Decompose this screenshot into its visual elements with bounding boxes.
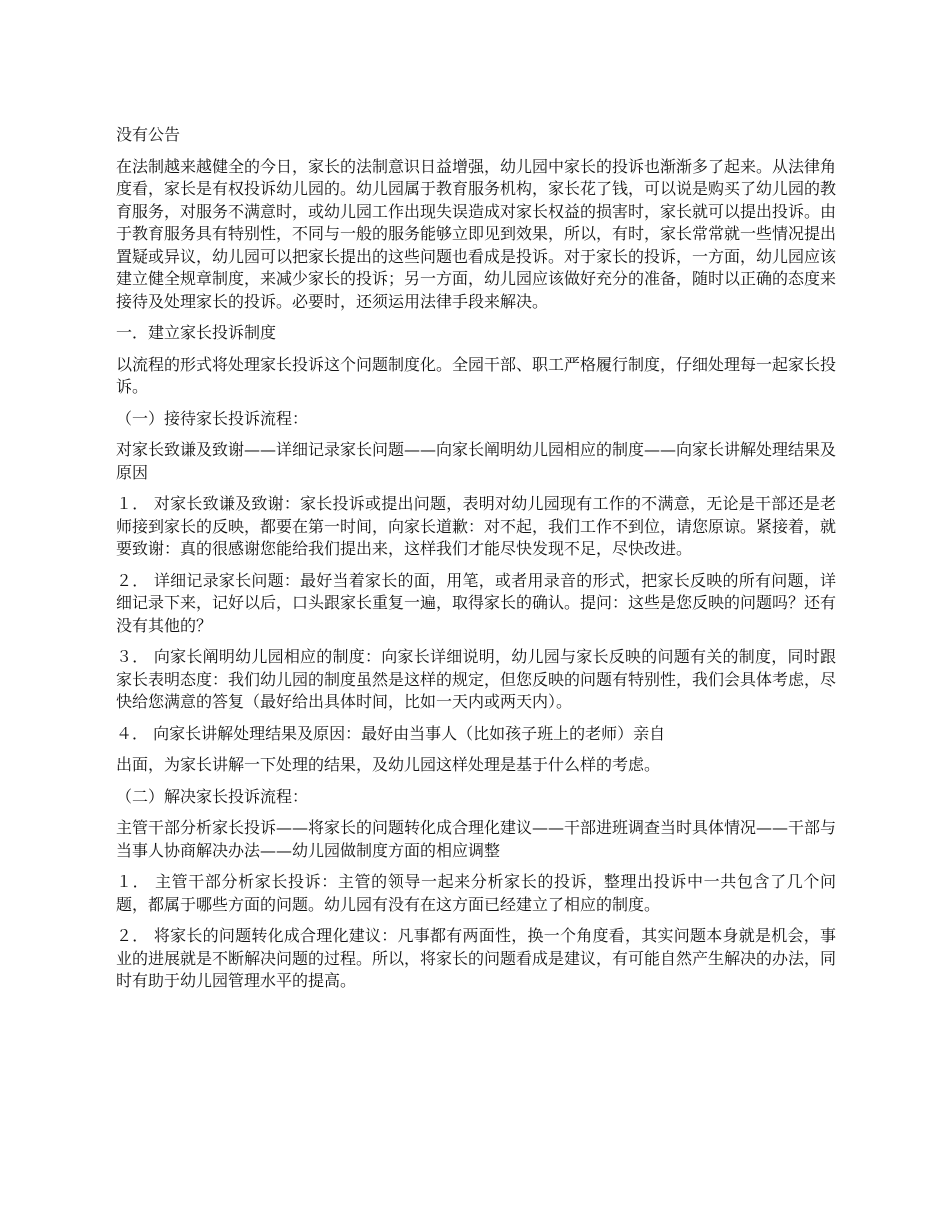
list-item: ２． 详细记录家长问题：最好当着家长的面，用笔，或者用录音的形式，把家长反映的所有问题，详细记录下来，记好以后，口头跟家长重复一遍，取得家长的确认。提问：这些是您反映的问题吗？还有没有其他的？ <box>116 570 837 635</box>
section-heading: 一．建立家长投诉制度 <box>116 323 277 342</box>
flow-paragraph: 对家长致谦及致谢——详细记录家长问题——向家长阐明幼儿园相应的制度——向家长讲解处理结果及原因 <box>116 440 837 482</box>
section-body: 以流程的形式将处理家长投诉这个问题制度化。全园干部、职工严格履行制度，仔细处理每一起家长投诉。 <box>116 354 837 396</box>
list-item: ２． 将家长的问题转化成合理化建议：凡事都有两面性，换一个角度看，其实问题本身就是机会，事业的进展就是不断解决问题的过程。所以，将家长的问题看成是建议，有可能自然产生解决的办法，同时有助于幼儿园管理水平的提高。 <box>116 926 837 990</box>
list-item: ３． 向家长阐明幼儿园相应的制度：向家长详细说明，幼儿园与家长反映的问题有关的制度，同时跟家长表明态度：我们幼儿园的制度虽然是这样的规定，但您反映的问题有特别性，我们会具体考虑，尽快给您满意的答复（最好给出具体时间，比如一天内或两天内）。 <box>116 647 837 711</box>
subsection-heading: （一）接待家长投诉流程： <box>116 408 309 428</box>
list-item: １． 对家长致谦及致谢：家长投诉或提出问题，表明对幼儿园现有工作的不满意，无论是干部还是老师接到家长的反映，都要在第一时间，向家长道歉：对不起，我们工作不到位，请您原谅。紧接着，就要致谢：真的很感谢您能给我们提出来，这样我们才能尽快发现不足，尽快改进。 <box>116 494 837 558</box>
document-page <box>116 124 836 1002</box>
flow-paragraph: 主管干部分析家长投诉——将家长的问题转化成合理化建议——干部进班调查当时具体情况——干部与当事人协商解决办法——幼儿园做制度方面的相应调整 <box>116 818 837 860</box>
intro-paragraph: 在法制越来越健全的今日，家长的法制意识日益增强，幼儿园中家长的投诉也渐渐多了起来。从法律角度看，家长是有权投诉幼儿园的。幼儿园属于教育服务机构，家长花了钱，可以说是购买了幼儿园的教育服务，对服务不满意时，或幼儿园工作出现失误造成对家长权益的损害时，家长就可以提出投诉。由于教育服务具有特别性，不同与一般的服务能够立即见到效果，所以，有时，家长常常就一些情况提出置疑或异议，幼儿园可以把家长提出的这些问题也看成是投诉。对于家长的投诉，一方面，幼儿园应该建立健全规章制度，来减少家长的投诉；另一方面，幼儿园应该做好充分的准备，随时以正确的态度来接待及处理家长的投诉。必要时，还须运用法律手段来解决。 <box>116 156 837 311</box>
list-item: ４． 向家长讲解处理结果及原因：最好由当事人（比如孩子班上的老师）亲自 <box>116 723 666 743</box>
list-item: 出面，为家长讲解一下处理的结果，及幼儿园这样处理是基于什么样的考虑。 <box>116 755 661 774</box>
subsection-heading: （二）解决家长投诉流程： <box>116 786 309 806</box>
list-item: １． 主管干部分析家长投诉：主管的领导一起来分析家长的投诉，整理出投诉中一共包含了几个问题，都属于哪些方面的问题。幼儿园有没有在这方面已经建立了相应的制度。 <box>116 872 836 914</box>
notice-text: 没有公告 <box>116 125 181 144</box>
